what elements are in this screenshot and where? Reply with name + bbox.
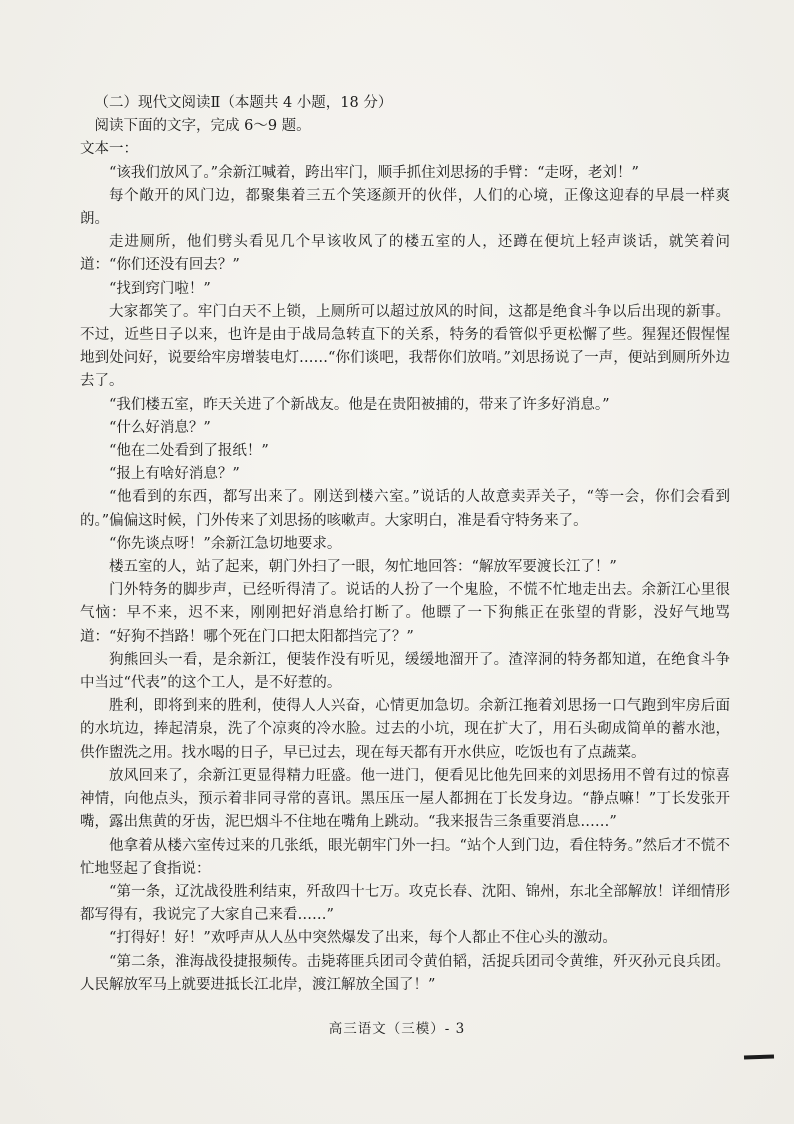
- paragraph: 他拿着从楼六室传过来的几张纸，眼光朝牢门外一扫。“站个人到门边，看住特务。”然后才不慌不忙地竖起了食指说：: [80, 837, 730, 877]
- page-footer: 高三语文（三模）- 3: [328, 1021, 466, 1037]
- paragraph: 楼五室的人，站了起来，朝门外扫了一眼，匆忙地回答：“解放军要渡长江了！”: [109, 559, 617, 576]
- paragraph: “第二条，淮海战役捷报频传。击毙蒋匪兵团司令黄伯韬，活捉兵团司令黄维，歼灭孙元良兵团。人民解放军马上就要进抵长江北岸，渡江解放全国了！”: [80, 953, 730, 993]
- paragraph: “找到窍门啦！”: [109, 280, 211, 297]
- paragraph: “他看到的东西，都写出来了。刚送到楼六室。”说话的人故意卖弄关子，“等一会，你们会看到的。”偏偏这时候，门外传来了刘思扬的咳嗽声。大家明白，准是看守特务来了。: [80, 489, 730, 529]
- paragraph: 胜利，即将到来的胜利，使得人人兴奋，心情更加急切。余新江拖着刘思扬一口气跑到牢房后面的水坑边，捧起清泉，洗了个凉爽的冷水脸。过去的小坑，现在扩大了，用石头砌成简单的蓄水池，供作盥洗之用。找水喝的日子，早已过去，现在每天都有开水供应，吃饭也有了点蔬菜。: [80, 698, 730, 761]
- paragraph: “我们楼五室，昨天关进了个新战友。他是在贵阳被捕的，带来了许多好消息。”: [109, 396, 610, 413]
- paragraph: “什么好消息？”: [109, 419, 211, 436]
- reading-passage: [80, 92, 730, 997]
- paragraph: 走进厕所，他们劈头看见几个早该收风了的楼五室的人，还蹲在便坑上轻声谈话，就笑着问道：“你们还没有回去？”: [80, 234, 730, 274]
- margin-mark: [744, 1054, 774, 1059]
- paragraph: “打得好！好！”欢呼声从人丛中突然爆发了出来，每个人都止不住心头的激动。: [109, 930, 617, 947]
- paragraph: “他在二处看到了报纸！”: [109, 443, 269, 460]
- paragraph: 门外特务的脚步声，已经听得清了。说话的人扮了一个鬼脸，不慌不忙地走出去。余新江心里很气恼：早不来，迟不来，刚刚把好消息给打断了。他瞟了一下狗熊正在张望的背影，没好气地骂道：“好狗不挡路！哪个死在门口把太阳都挡完了？”: [80, 582, 730, 645]
- paragraph: 放风回来了，余新江更显得精力旺盛。他一进门，便看见比他先回来的刘思扬用不曾有过的惊喜神情，向他点头，预示着非同寻常的喜讯。黑压压一屋人都拥在丁长发身边。“静点嘛！”丁长发张开嘴，露出焦黄的牙齿，泥巴烟斗不住地在嘴角上跳动。“我来报告三条重要消息……”: [80, 767, 730, 831]
- paragraph: “该我们放风了。”余新江喊着，跨出牢门，顺手抓住刘思扬的手臂：“走呀，老刘！”: [109, 164, 639, 181]
- section-heading: （二）现代文阅读Ⅱ（本题共 4 小题，18 分）: [94, 95, 393, 111]
- instruction-text: 阅读下面的文字，完成 6～9 题。: [94, 118, 311, 135]
- paragraph: 狗熊回头一看，是余新江，便装作没有听见，缓缓地溜开了。渣滓洞的特务都知道，在绝食斗争中当过“代表”的这个工人，是不好惹的。: [80, 651, 730, 692]
- paragraph: “报上有啥好消息？”: [109, 466, 240, 483]
- paragraph: 大家都笑了。牢门白天不上锁，上厕所可以超过放风的时间，这都是绝食斗争以后出现的新事。不过，近些日子以来，也许是由于战局急转直下的关系，特务的看管似乎更松懈了些。猩猩还假惺惺地到处问好，说要给牢房增装电灯……“你们谈吧，我帮你们放哨。”刘思扬说了一声，便站到厕所外边去了。: [80, 303, 730, 390]
- paragraph: “第一条，辽沈战役胜利结束，歼敌四十七万。攻克长春、沈阳、锦州，东北全部解放！详细情形都写得有，我说完了大家自己来看……”: [80, 883, 730, 924]
- paragraph: “你先谈点呀！”余新江急切地要求。: [109, 535, 342, 552]
- text-label: 文本一：: [80, 141, 138, 158]
- paragraph: 每个敞开的风门边，都聚集着三五个笑逐颜开的伙伴，人们的心境，正像这迎春的早晨一样爽朗。: [80, 187, 730, 228]
